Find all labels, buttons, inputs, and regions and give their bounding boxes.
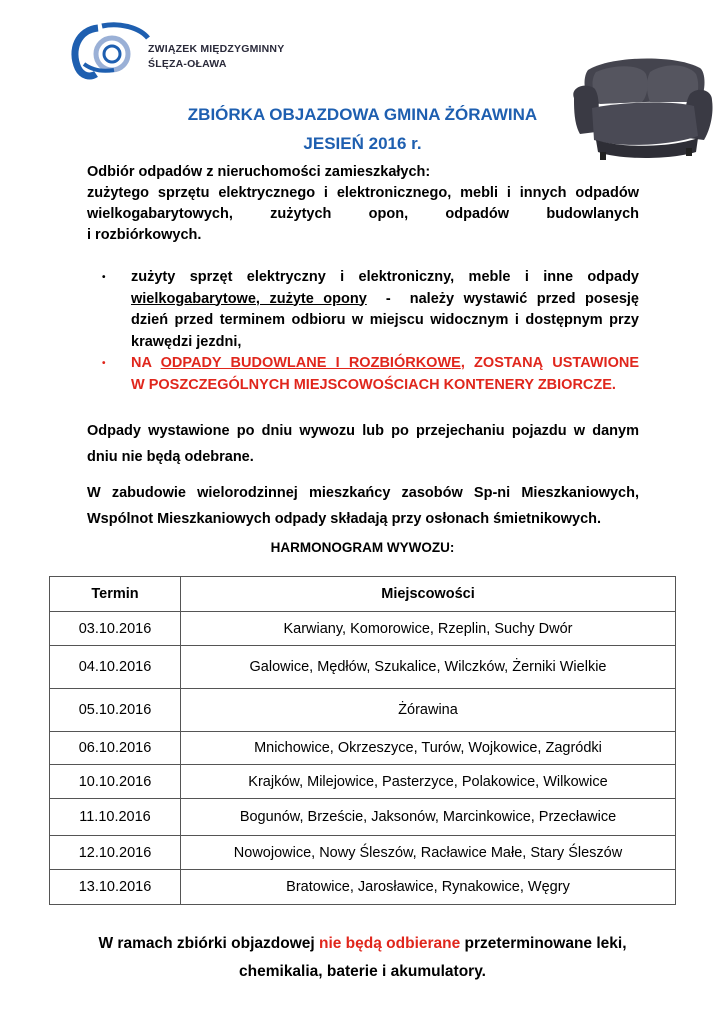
localities-cell: Żórawina xyxy=(181,689,676,732)
intro-line-2: zużytego sprzętu elektrycznego i elektronicznego, mebli i innych odpadów xyxy=(87,185,639,201)
bullet-icon: • xyxy=(102,358,106,369)
table-row xyxy=(50,836,676,870)
term-cell: 04.10.2016 xyxy=(50,646,181,689)
bullet1-underlined: wielkogabarytowe, zużyte opony xyxy=(131,290,367,307)
bullet2-part-1: NA xyxy=(131,355,161,371)
term-cell: 10.10.2016 xyxy=(50,765,181,799)
term-cell: 03.10.2016 xyxy=(50,612,181,646)
table-header-row xyxy=(50,577,676,612)
intro-line-1: Odbiór odpadów z nieruchomości zamieszkałych: xyxy=(87,164,431,180)
footer-note xyxy=(60,930,665,986)
table-row xyxy=(50,612,676,646)
intro-line-3: wielkogabarytowych, zużytych opon, odpadów budowlanych xyxy=(87,206,639,222)
bullet-list xyxy=(96,267,639,396)
localities-cell: Karwiany, Komorowice, Rzeplin, Suchy Dwór xyxy=(181,612,676,646)
bullet1-line-2 xyxy=(131,289,639,311)
term-cell: 06.10.2016 xyxy=(50,732,181,765)
bullet1-line-3: dzień przed terminem odbioru w miejscu widocznym i dostępnym przy xyxy=(131,312,639,328)
table-row xyxy=(50,765,676,799)
logo-line-1: ZWIĄZEK MIĘDZYGMINNY xyxy=(148,43,285,55)
intro-line-4: i rozbiórkowych. xyxy=(87,227,202,243)
logo-line-2: ŚLĘZA-OŁAWA xyxy=(148,58,227,70)
bullet2-part-3: , ZOSTANĄ USTAWIONE xyxy=(460,355,639,371)
table-row xyxy=(50,646,676,689)
footer-line-2: chemikalia, baterie i akumulatory. xyxy=(239,963,486,980)
document-title: ZBIÓRKA OBJAZDOWA GMINA ŻÓRAWINA xyxy=(187,105,538,124)
table-row xyxy=(50,870,676,905)
table-row xyxy=(50,799,676,836)
table-row xyxy=(50,689,676,732)
collection-note: Odpady wystawione po dniu wywozu lub po przejechaniu pojazdu w danym dniu nie będą odebrane. xyxy=(87,423,639,465)
localities-cell: Bratowice, Jarosławice, Rynakowice, Węgry xyxy=(181,870,676,905)
bullet-icon: • xyxy=(102,272,106,283)
list-item xyxy=(96,267,639,353)
table-row xyxy=(50,732,676,765)
intro-text xyxy=(87,162,639,246)
footer-part-3: przeterminowane leki, xyxy=(460,935,627,952)
document-subtitle: JESIEŃ 2016 r. xyxy=(303,134,422,153)
header-term: Termin xyxy=(50,577,181,612)
multifamily-note: W zabudowie wielorodzinnej mieszkańcy zasobów Sp-ni Mieszkaniowych, Wspólnot Mieszkaniowych odpady składają przy osłonach śmietnikowych. xyxy=(87,485,639,527)
schedule-table xyxy=(49,576,676,905)
organization-logo-text xyxy=(148,42,284,72)
footer-warning: nie będą odbierane xyxy=(318,935,461,952)
term-cell: 05.10.2016 xyxy=(50,689,181,732)
bullet2-line-2: W POSZCZEGÓLNYCH MIEJSCOWOŚCIACH KONTENERY ZBIORCZE. xyxy=(131,376,616,393)
bullet2-underlined: ODPADY BUDOWLANE I ROZBIÓRKOWE xyxy=(160,355,461,371)
zmso-logo-icon xyxy=(68,20,154,82)
localities-cell: Mnichowice, Okrzeszyce, Turów, Wojkowice, Zagródki xyxy=(181,732,676,765)
bullet1-line-4: krawędzi jezdni, xyxy=(131,333,242,350)
footer-line-1 xyxy=(60,930,665,958)
footer-part-1: W ramach zbiórki objazdowej xyxy=(98,935,319,952)
header-localities: Miejscowości xyxy=(181,577,676,612)
bullet1-line-2-rest: - należy wystawić przed posesję xyxy=(366,290,639,307)
bullet2-line-1 xyxy=(131,353,639,375)
list-item xyxy=(96,353,639,396)
localities-cell: Galowice, Mędłów, Szukalice, Wilczków, Żerniki Wielkie xyxy=(181,646,676,689)
schedule-title: HARMONOGRAM WYWOZU: xyxy=(270,540,455,555)
bullet1-line-1: zużyty sprzęt elektryczny i elektroniczny, meble i inne odpady xyxy=(131,269,639,285)
term-cell: 13.10.2016 xyxy=(50,870,181,905)
localities-cell: Krajków, Milejowice, Pasterzyce, Polakowice, Wilkowice xyxy=(181,765,676,799)
localities-cell: Bogunów, Brzeście, Jaksonów, Marcinkowice, Przecławice xyxy=(181,799,676,836)
localities-cell: Nowojowice, Nowy Śleszów, Racławice Małe, Stary Śleszów xyxy=(181,836,676,870)
term-cell: 11.10.2016 xyxy=(50,799,181,836)
term-cell: 12.10.2016 xyxy=(50,836,181,870)
